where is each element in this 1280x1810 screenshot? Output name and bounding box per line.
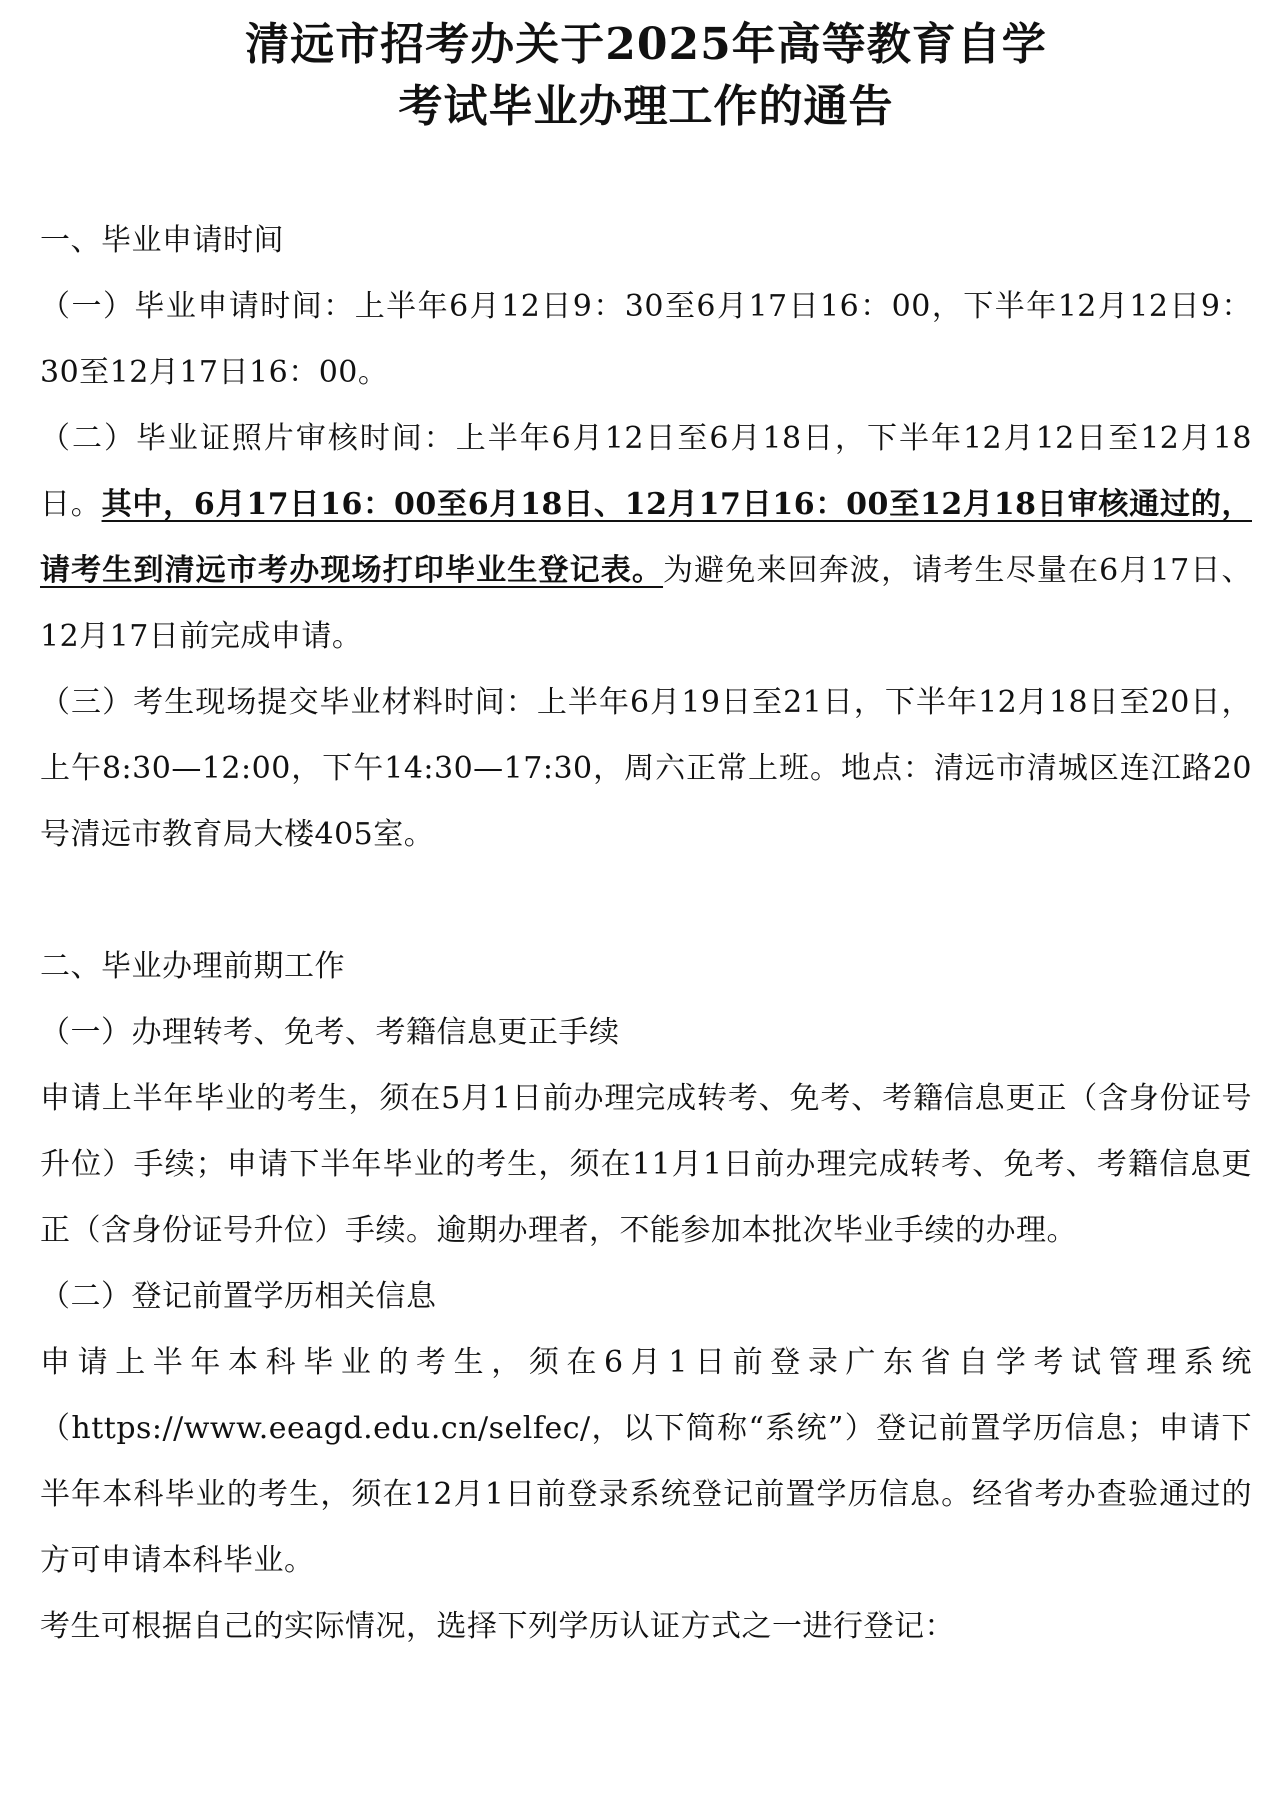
- section-2-heading: 二、毕业办理前期工作: [40, 949, 345, 984]
- section-1-heading: 一、毕业申请时间: [40, 223, 284, 258]
- notice-title: [40, 0, 1252, 138]
- notice-body: [40, 208, 1252, 1660]
- title-line-1: 清远市招考办关于2025年高等教育自学: [245, 19, 1047, 70]
- notice-page: [40, 0, 1252, 1660]
- item-2-prefix: （二）毕业证照片审核时间：上半年6月12日至6月18日，下半年12月12日至12月18日。: [40, 421, 1252, 522]
- section-2-sub-2-body: 申请上半年本科毕业的考生，须在6月1日前登录广东省自学考试管理系统（https://www.eeagd.edu.cn/selfec/，以下简称“系统”）登记前置学历信息；申请下半年本科毕业的考生，须在12月1日前登录系统登记前置学历信息。经省考办查验通过的方可申请本科毕业。: [40, 1345, 1252, 1578]
- section-1-item-2: [40, 406, 1252, 670]
- section-2-sub-1-body: 申请上半年毕业的考生，须在5月1日前办理完成转考、免考、考籍信息更正（含身份证号升位）手续；申请下半年毕业的考生，须在11月1日前办理完成转考、免考、考籍信息更正（含身份证号升位）手续。逾期办理者，不能参加本批次毕业手续的办理。: [40, 1081, 1252, 1248]
- item-2-suffix: 为避免来回奔波，请考生尽量在6月17日、12月17日前完成申请。: [40, 553, 1253, 654]
- section-1-item-1: （一）毕业申请时间：上半年6月12日9：30至6月17日16：00，下半年12月12日9：30至12月17日16：00。: [40, 289, 1252, 390]
- section-2-sub-2-title: （二）登记前置学历相关信息: [40, 1279, 437, 1314]
- item-2-emphasis: 其中，6月17日16：00至6月18日、12月17日16：00至12月18日审核通过的，请考生到清远市考办现场打印毕业生登记表。: [40, 487, 1252, 588]
- section-2-sub-2-note: 考生可根据自己的实际情况，选择下列学历认证方式之一进行登记：: [40, 1609, 955, 1644]
- section-1-item-3: （三）考生现场提交毕业材料时间：上半年6月19日至21日，下半年12月18日至20日，上午8:30—12:00，下午14:30—17:30，周六正常上班。地点：清远市清城区连江路20号清远市教育局大楼405室。: [40, 685, 1252, 852]
- title-line-2: 考试毕业办理工作的通告: [398, 81, 894, 132]
- section-2-sub-1-title: （一）办理转考、免考、考籍信息更正手续: [40, 1015, 620, 1050]
- section-gap: [40, 868, 1252, 934]
